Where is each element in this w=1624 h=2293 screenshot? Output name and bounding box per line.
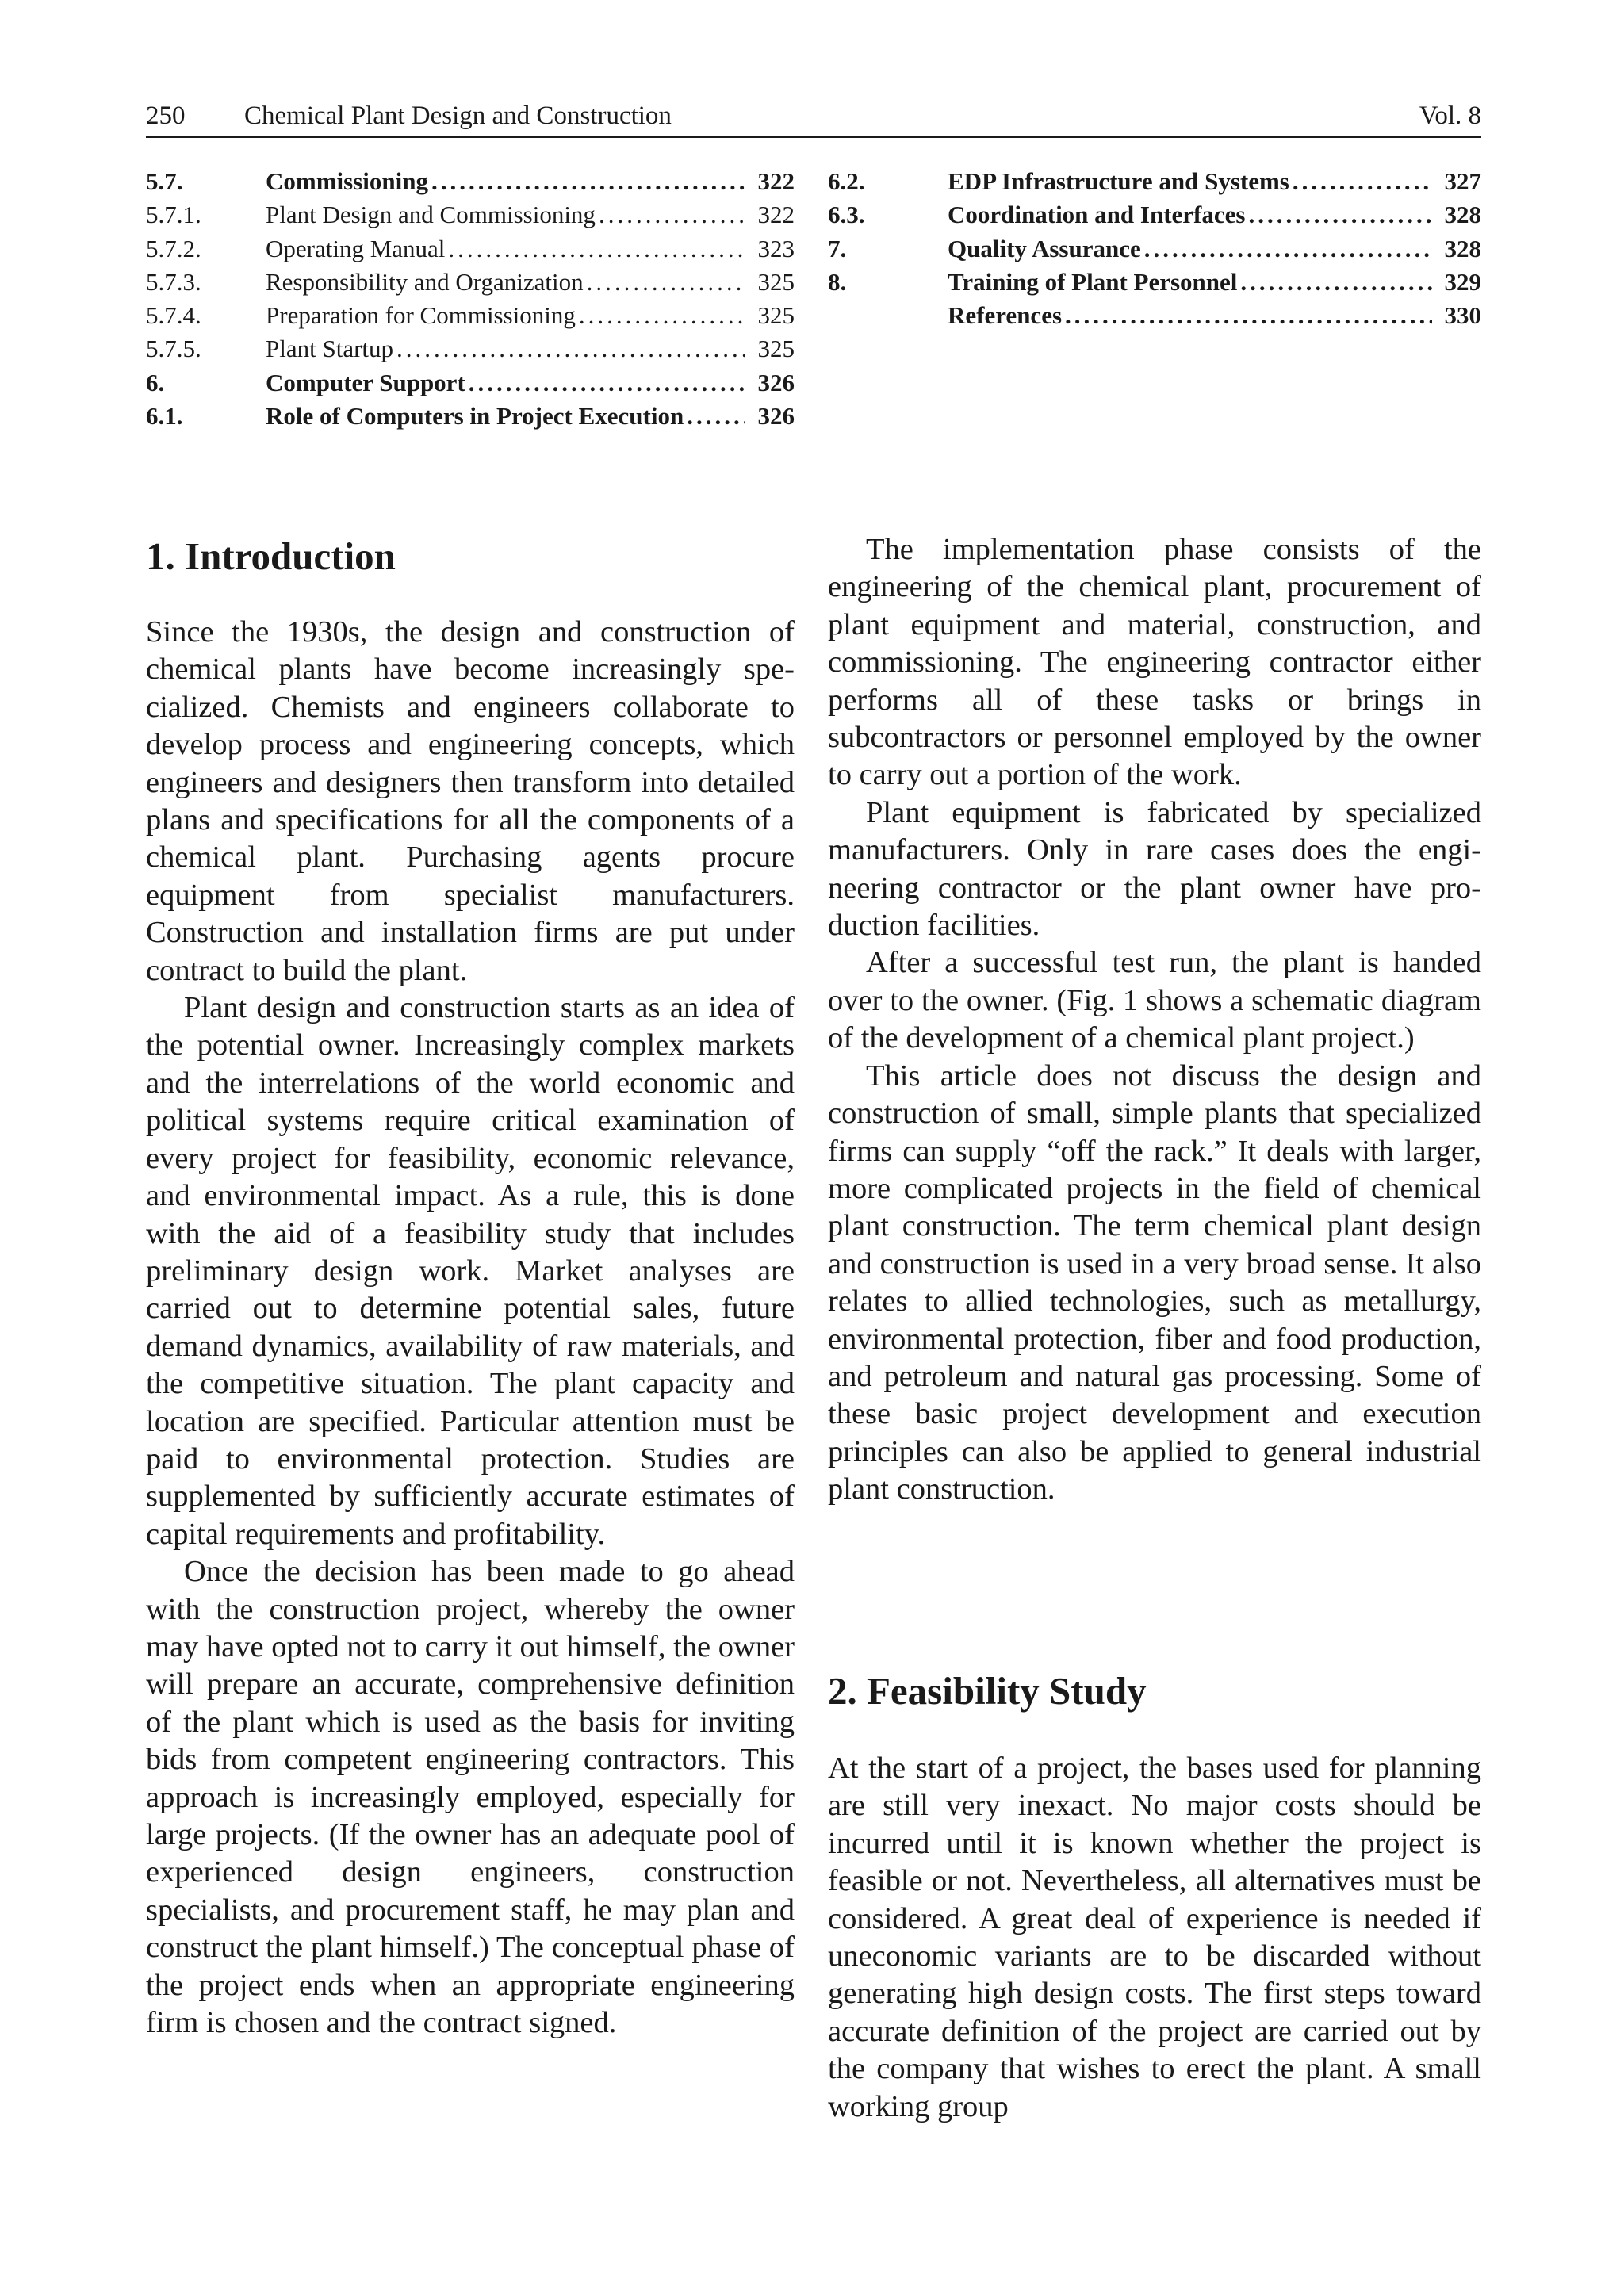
feasibility-study-text <box>828 1750 1481 2126</box>
toc-entry <box>146 400 795 433</box>
introduction-text-right <box>828 531 1481 1509</box>
paragraph: Once the decision has been made to go ahead with the construction project, whereby the owner may have opted not to carry it out himself, the owner will prepare an accurate, comprehensive definition of the plant which is used as the basis for inviting bids from competent engineering contractors. This approach is increasingly employed, especially for large projects. (If the owner has an adequate pool of experienced design engineers, construction specialists, and procurement staff, he may plan and construct the plant himself.) The conceptual phase of the project ends when an appropriate engineering firm is chosen and the contract signed. <box>146 1555 795 2040</box>
toc-entry-title: Commissioning <box>266 167 428 195</box>
toc-entry-number: 6.3. <box>828 201 865 229</box>
toc-entry-title: Computer Support <box>266 368 465 396</box>
toc-leader-dots <box>431 165 745 198</box>
feasibility-study-heading: 2. Feasibility Study <box>828 1669 1147 1713</box>
table-of-contents-right <box>828 165 1481 332</box>
page-number: 250 <box>146 101 186 130</box>
paragraph: Plant design and construction starts as an idea of the potential owner. Increasingly complex markets and the interrelations of the world economic and political systems require critical examination of every project for feasibility, economic relevance, and environmental impact. As a rule, this is done with the aid of a feasibility study that includes preliminary design work. Market analyses are carried out to determine potential sales, future demand dynamics, availability of raw materials, and the competitive situation. The plant capacity and location are specified. Particular attention must be paid to environmental protection. Studies are supplemented by sufficiently accurate estimates of capital requirements and profitability. <box>146 991 795 1551</box>
toc-entry-number: 5.7.3. <box>146 267 201 296</box>
toc-entry-number: 5.7. <box>146 167 183 195</box>
toc-entry-number: 7. <box>828 234 847 262</box>
toc-entry <box>146 198 795 232</box>
toc-entry-page: 330 <box>1444 301 1481 330</box>
toc-leader-dots <box>1065 299 1432 332</box>
toc-entry <box>828 198 1481 232</box>
toc-entry-page: 322 <box>757 201 795 229</box>
paragraph: At the start of a project, the bases used for planning are still very inexact. No major costs should be incurred until it is known whether the project is feasible or not. Nevertheless, all alternatives must be considered. A great deal of experience is needed if uneconomic variants are to be discarded without generating high design costs. The first steps toward accurate definition of the project are carried out by the company that wishes to erect the plant. A small working group <box>828 1751 1481 2123</box>
toc-entry-title: Operating Manual <box>266 234 446 262</box>
toc-entry-page: 326 <box>757 368 795 396</box>
toc-entry-page: 322 <box>757 167 795 195</box>
toc-leader-dots <box>1240 266 1432 299</box>
toc-entry-number: 8. <box>828 267 847 296</box>
toc-entry-number: 5.7.5. <box>146 335 201 363</box>
toc-entry-page: 325 <box>757 335 795 363</box>
toc-entry-title: Plant Design and Commissioning <box>266 201 596 229</box>
toc-entry-title: Role of Computers in Project Execution <box>266 402 684 431</box>
toc-entry <box>146 165 795 198</box>
toc-entry-page: 327 <box>1444 167 1481 195</box>
introduction-text-left <box>146 614 795 2042</box>
toc-entry-page: 326 <box>757 402 795 431</box>
toc-entry <box>146 366 795 400</box>
toc-entry-page: 328 <box>1444 234 1481 262</box>
toc-leader-dots <box>587 266 745 299</box>
toc-leader-dots <box>579 299 745 332</box>
toc-entry <box>146 266 795 299</box>
toc-leader-dots <box>448 232 745 266</box>
toc-entry-title: Quality Assurance <box>948 234 1141 262</box>
toc-entry <box>828 165 1481 198</box>
toc-entry-title: EDP Infrastructure and Systems <box>948 167 1289 195</box>
toc-entry-number: 5.7.4. <box>146 301 201 330</box>
paragraph: After a successful test run, the plant is handed over to the owner. (Fig. 1 shows a schematic diagram of the development of a chemical plant project.) <box>828 946 1481 1055</box>
toc-leader-dots <box>1144 232 1432 266</box>
table-of-contents-left <box>146 165 795 433</box>
toc-entry <box>828 266 1481 299</box>
paragraph: Since the 1930s, the design and construction of chemical plants have become increasingly specialized. Chemists and engineers collaborate to develop process and engineering concepts, which engineers and designers then transform into detailed plans and specifications for all the components of a chemical plant. Purchasing agents procure equipment from specialist manufacturers. Construction and installation firms are put under contract to build the plant. <box>146 615 795 987</box>
toc-leader-dots <box>687 400 745 433</box>
toc-leader-dots <box>1293 165 1432 198</box>
toc-entry <box>146 232 795 266</box>
paragraph: Plant equipment is fabricated by specialized manufacturers. Only in rare cases does the engineering contractor or the plant owner have production facilities. <box>828 795 1481 943</box>
toc-entry-page: 323 <box>757 234 795 262</box>
toc-entry-page: 328 <box>1444 201 1481 229</box>
toc-leader-dots <box>469 366 745 400</box>
introduction-heading: 1. Introduction <box>146 534 396 578</box>
toc-entry-page: 325 <box>757 267 795 296</box>
toc-entry <box>828 299 1481 332</box>
toc-entry-title: Plant Startup <box>266 335 394 363</box>
toc-entry <box>146 332 795 366</box>
toc-entry-title: Coordination and Interfaces <box>948 201 1246 229</box>
toc-entry-number: 5.7.1. <box>146 201 201 229</box>
toc-leader-dots <box>599 198 745 232</box>
toc-entry-page: 329 <box>1444 267 1481 296</box>
book-title: Chemical Plant Design and Construction <box>244 101 672 130</box>
toc-entry-page: 325 <box>757 301 795 330</box>
toc-entry-number: 6.2. <box>828 167 865 195</box>
toc-entry-title: Training of Plant Personnel <box>948 267 1238 296</box>
toc-entry <box>146 299 795 332</box>
toc-entry-title: Responsibility and Organization <box>266 267 584 296</box>
toc-leader-dots <box>1248 198 1432 232</box>
toc-entry <box>828 232 1481 266</box>
paragraph: This article does not discuss the design and construction of small, simple plants that specialized firms can supply “off the rack.” It deals with larger, more complicated projects in the field of chemical plant construction. The term chemical plant design and construction is used in a very broad sense. It also relates to allied technologies, such as metallurgy, environmental protection, fiber and food production, and petroleum and natural gas processing. Some of these basic project development and execution principles can also be applied to general industrial plant construction. <box>828 1058 1481 1506</box>
toc-entry-number: 6.1. <box>146 402 183 431</box>
volume-label: Vol. 8 <box>1419 101 1481 130</box>
toc-leader-dots <box>396 332 745 366</box>
toc-entry-title: Preparation for Commissioning <box>266 301 576 330</box>
toc-entry-number: 6. <box>146 368 165 396</box>
toc-entry-number: 5.7.2. <box>146 234 201 262</box>
toc-entry-title: References <box>948 301 1063 330</box>
running-header <box>146 95 1481 138</box>
paragraph: The implementation phase consists of the engineering of the chemical plant, procurement of plant equipment and material, construction, and commissioning. The engineering contractor either performs all of these tasks or brings in subcontractors or personnel employed by the owner to carry out a portion of the work. <box>828 533 1481 792</box>
